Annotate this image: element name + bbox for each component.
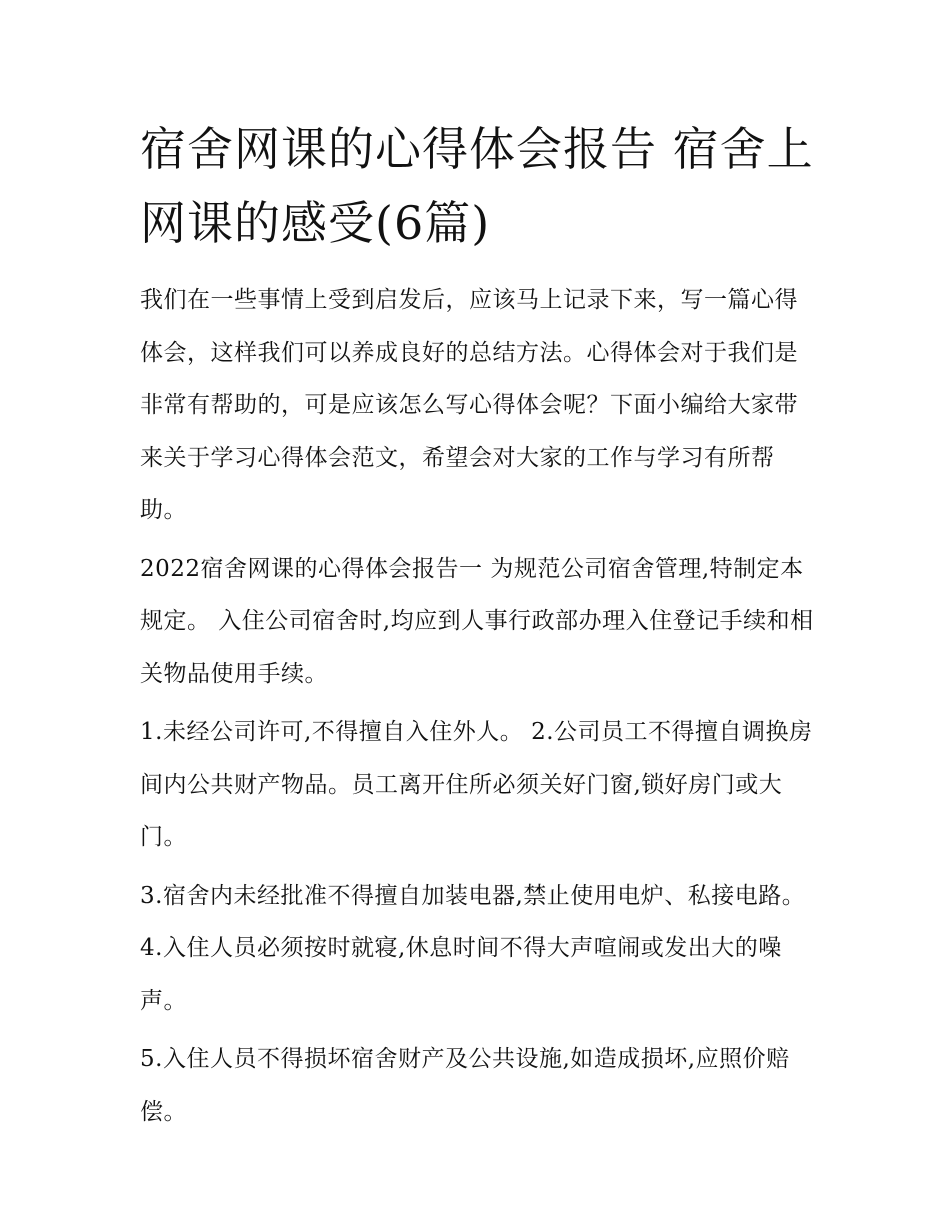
paragraph-report-intro: 2022宿舍网课的心得体会报告一 为规范公司宿舍管理,特制定本规定。 入住公司宿舍时,均应到人事行政部办理入住登记手续和相关物品使用手续。 [140,555,814,687]
document-body [140,112,815,1144]
paragraph-rules-3-4: 3.宿舍内未经批准不得擅自加装电器,禁止使用电炉、私接电路。 4.入住人员必须按时就寝,休息时间不得大声喧闹或发出大的噪声。 [140,882,806,1014]
paragraph-intro: 我们在一些事情上受到启发后，应该马上记录下来，写一篇心得体会，这样我们可以养成良好的总结方法。心得体会对于我们是非常有帮助的，可是应该怎么写心得体会呢？下面小编给大家带来关于学习心得体会范文，希望会对大家的工作与学习有所帮助。 [140,287,798,523]
document-title: 宿舍网课的心得体会报告 宿舍上网课的感受(6篇) [140,122,814,250]
paragraph-rules-1-2: 1.未经公司许可,不得擅自入住外人。 2.公司员工不得擅自调换房间内公共财产物品。员工离开住所必须关好门窗,锁好房门或大门。 [140,719,813,850]
paragraph-rule-5: 5.入住人员不得损坏宿舍财产及公共设施,如造成损坏,应照价赔偿。 [140,1046,790,1125]
